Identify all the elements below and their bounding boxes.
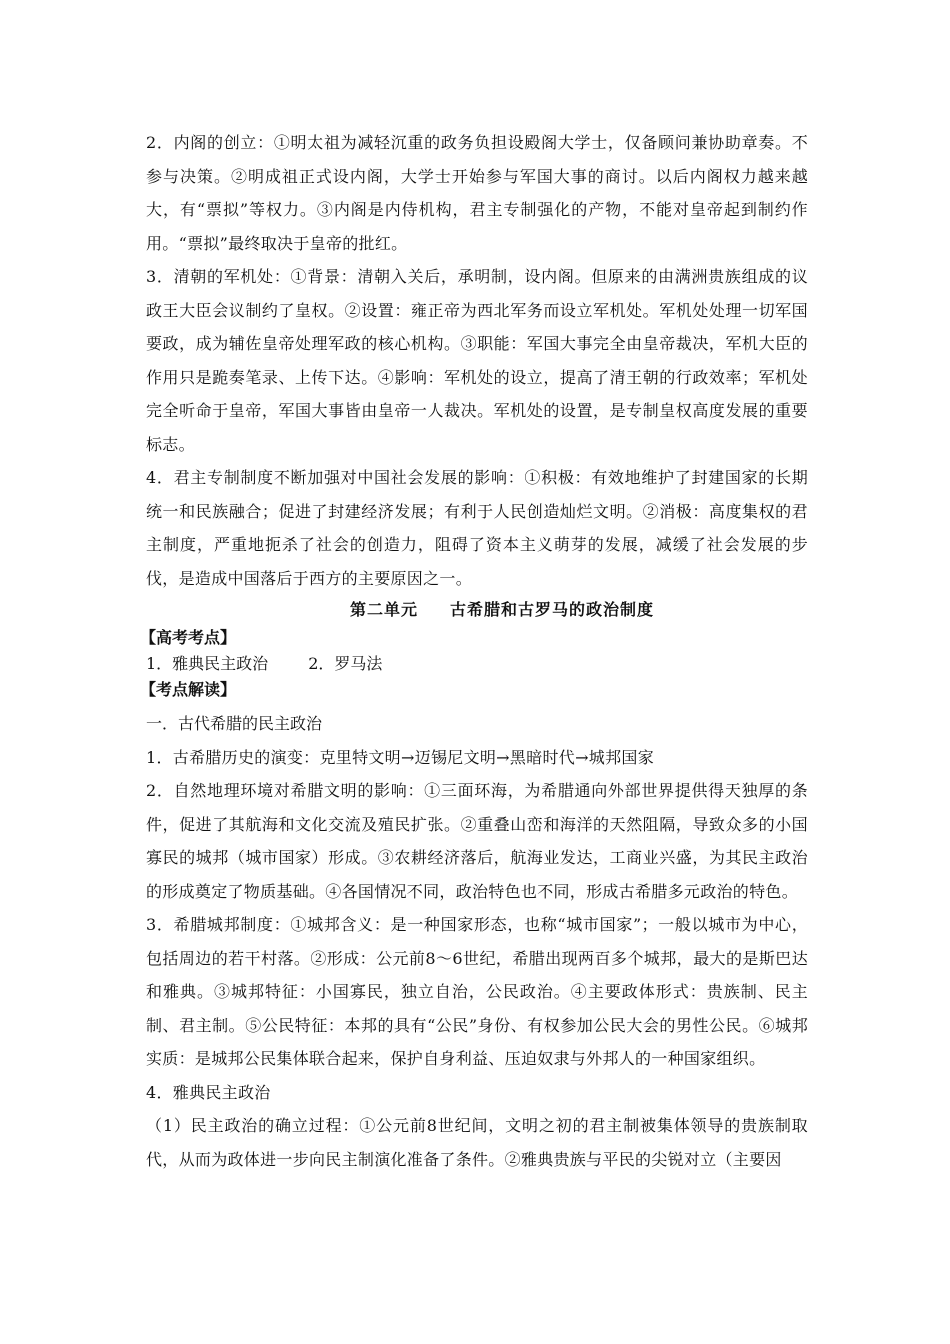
- paragraph-athenian-democracy: 4．雅典民主政治: [146, 1082, 271, 1102]
- exam-point-1: 1．雅典民主政治: [146, 654, 269, 673]
- section-heading-greek-democracy: 一．古代希腊的民主政治: [146, 714, 323, 733]
- paragraph-city-state: 3．希腊城邦制度：①城邦含义：是一种国家形态，也称“城市国家”；一般以城市为中心，包括周边的若干村落。②形成：公元前8～6世纪，希腊出现两百多个城邦，最大的是斯巴达和雅典。③城邦特征：小国寡民，独立自治，公民政治。④主要政体形式：贵族制、民主制、君主制。⑤公民特征：本邦的具有“公民”身份、有权参加公民大会的男性公民。⑥城邦实质：是城邦公民集体联合起来，保护自身利益、压迫奴隶与外邦人的一种国家组织。: [146, 915, 808, 1068]
- paragraph-democracy-establishment: （1）民主政治的确立过程：①公元前8世纪间，文明之初的君主制被集体领导的贵族制取代，从而为政体进一步向民主制演化准备了条件。②雅典贵族与平民的尖锐对立（主要因: [146, 1116, 808, 1169]
- paragraph-autocracy-impact: 4．君主专制制度不断加强对中国社会发展的影响：①积极：有效地维护了封建国家的长期统一和民族融合；促进了封建经济发展；有利于人民创造灿烂文明。②消极：高度集权的君主制度，严重地扼杀了社会的创造力，阻碍了资本主义萌芽的发展，减缓了社会发展的步伐，是造成中国落后于西方的主要原因之一。: [146, 468, 808, 588]
- interpretation-heading: 【考点解读】: [140, 680, 237, 699]
- document-page: [140, 126, 808, 1176]
- exam-point-2: 2．罗马法: [308, 654, 383, 673]
- paragraph-geography: 2．自然地理环境对希腊文明的影响：①三面环海，为希腊通向外部世界提供得天独厚的条件，促进了其航海和文化交流及殖民扩张。②重叠山峦和海洋的天然阻隔，导致众多的小国寡民的城邦（城市国家）形成。③农耕经济落后，航海业发达，工商业兴盛，为其民主政治的形成奠定了物质基础。④各国情况不同，政治特色也不同，形成古希腊多元政治的特色。: [146, 781, 808, 901]
- paragraph-cabinet: 2．内阁的创立：①明太祖为减轻沉重的政务负担设殿阁大学士，仅备顾问兼协助章奏。不参与决策。②明成祖正式设内阁，大学士开始参与军国大事的商讨。以后内阁权力越来越大，有“票拟”等权力。③内阁是内侍机构，君主专制强化的产物，不能对皇帝起到制约作用。“票拟”最终取决于皇帝的批红。: [146, 133, 808, 253]
- paragraph-greek-history: 1．古希腊历史的演变：克里特文明→迈锡尼文明→黑暗时代→城邦国家: [146, 747, 654, 767]
- exam-points-list: [146, 651, 808, 677]
- unit-title-number: 第二单元: [349, 600, 418, 619]
- unit-title: [146, 595, 808, 625]
- exam-points-heading: 【高考考点】: [140, 628, 237, 647]
- paragraph-grand-council: 3．清朝的军机处：①背景：清朝入关后，承明制，设内阁。但原来的由满洲贵族组成的议政王大臣会议制约了皇权。②设置：雍正帝为西北军务而设立军机处。军机处处理一切军国要政，成为辅佐皇帝处理军政的核心机构。③职能：军国大事完全由皇帝裁决，军机大臣的作用只是跪奏笔录、上传下达。④影响：军机处的设立，提高了清王朝的行政效率；军机处完全听命于皇帝，军国大事皆由皇帝一人裁决。军机处的设置，是专制皇权高度发展的重要标志。: [146, 267, 808, 454]
- unit-title-text: 古希腊和古罗马的政治制度: [450, 600, 655, 619]
